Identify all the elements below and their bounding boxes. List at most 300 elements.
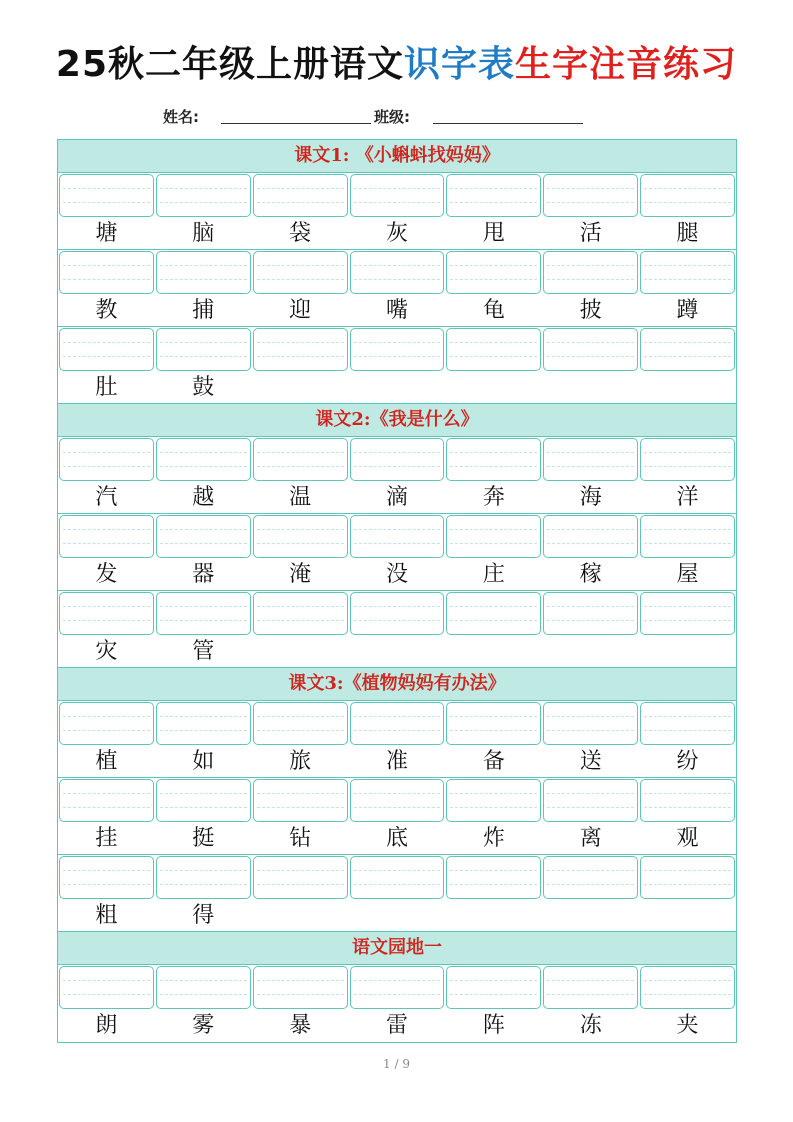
pinyin-box[interactable] xyxy=(543,438,638,481)
pinyin-box-row xyxy=(58,701,736,745)
hanzi-character: 如 xyxy=(192,749,215,774)
pinyin-box[interactable] xyxy=(350,856,445,899)
pinyin-box[interactable] xyxy=(446,966,541,1009)
pinyin-box[interactable] xyxy=(350,328,445,371)
guide-line xyxy=(354,793,441,794)
hanzi-character: 没 xyxy=(385,562,408,587)
guide-line xyxy=(63,342,150,343)
hanzi-character: 奔 xyxy=(482,485,505,510)
guide-line xyxy=(644,980,731,981)
guide-line xyxy=(63,466,150,467)
guide-line xyxy=(644,265,731,266)
guide-line xyxy=(257,730,344,731)
guide-line xyxy=(63,793,150,794)
hanzi-character: 龟 xyxy=(482,298,505,323)
character-row xyxy=(58,217,736,250)
hanzi-character: 备 xyxy=(482,749,505,774)
guide-line xyxy=(257,884,344,885)
hanzi-character xyxy=(542,899,639,932)
guide-line xyxy=(354,620,441,621)
hanzi-character: 雷 xyxy=(385,1013,408,1038)
class-label: 班级: xyxy=(374,108,410,126)
pinyin-box[interactable] xyxy=(59,174,154,217)
pinyin-box[interactable] xyxy=(640,966,735,1009)
hanzi-character: 旅 xyxy=(289,749,312,774)
hanzi-character xyxy=(542,635,639,668)
guide-line xyxy=(257,994,344,995)
pinyin-box[interactable] xyxy=(253,438,348,481)
hanzi-character: 发 xyxy=(95,562,118,587)
pinyin-box[interactable] xyxy=(350,251,445,294)
pinyin-box[interactable] xyxy=(543,328,638,371)
guide-line xyxy=(160,870,247,871)
guide-line xyxy=(257,793,344,794)
guide-line xyxy=(160,356,247,357)
guide-line xyxy=(450,466,537,467)
hanzi-character xyxy=(349,899,446,932)
guide-line xyxy=(354,980,441,981)
hanzi-character: 蹲 xyxy=(676,298,699,323)
worksheet-table xyxy=(57,139,737,1043)
guide-line xyxy=(450,188,537,189)
guide-line xyxy=(257,452,344,453)
guide-line xyxy=(63,265,150,266)
guide-line xyxy=(644,543,731,544)
pinyin-box[interactable] xyxy=(253,856,348,899)
pinyin-box[interactable] xyxy=(59,251,154,294)
guide-line xyxy=(257,543,344,544)
pinyin-box[interactable] xyxy=(253,702,348,745)
guide-line xyxy=(63,356,150,357)
guide-line xyxy=(644,452,731,453)
hanzi-character: 挺 xyxy=(192,826,215,851)
guide-line xyxy=(160,606,247,607)
hanzi-character xyxy=(252,635,349,668)
pinyin-box[interactable] xyxy=(543,966,638,1009)
guide-line xyxy=(63,543,150,544)
guide-line xyxy=(160,543,247,544)
guide-line xyxy=(547,793,634,794)
page-number: 1 / 9 xyxy=(383,1057,410,1071)
guide-line xyxy=(257,807,344,808)
guide-line xyxy=(354,716,441,717)
guide-line xyxy=(644,356,731,357)
guide-line xyxy=(354,529,441,530)
guide-line xyxy=(354,188,441,189)
guide-line xyxy=(644,716,731,717)
pinyin-box[interactable] xyxy=(350,438,445,481)
hanzi-character: 袋 xyxy=(289,221,312,246)
hanzi-character: 送 xyxy=(579,749,602,774)
guide-line xyxy=(547,606,634,607)
hanzi-character: 炸 xyxy=(482,826,505,851)
hanzi-character: 肚 xyxy=(95,375,118,400)
guide-line xyxy=(63,884,150,885)
name-field[interactable] xyxy=(221,123,371,124)
hanzi-character xyxy=(542,371,639,404)
hanzi-character: 腿 xyxy=(676,221,699,246)
pinyin-box[interactable] xyxy=(350,779,445,822)
pinyin-box[interactable] xyxy=(350,702,445,745)
pinyin-box[interactable] xyxy=(59,515,154,558)
guide-line xyxy=(63,980,150,981)
pinyin-box[interactable] xyxy=(350,966,445,1009)
guide-line xyxy=(450,543,537,544)
guide-line xyxy=(450,606,537,607)
guide-line xyxy=(160,188,247,189)
guide-line xyxy=(450,870,537,871)
pinyin-box[interactable] xyxy=(156,328,251,371)
guide-line xyxy=(644,202,731,203)
guide-line xyxy=(160,716,247,717)
guide-line xyxy=(450,529,537,530)
pinyin-box[interactable] xyxy=(543,174,638,217)
hanzi-character: 捕 xyxy=(192,298,215,323)
pinyin-box-row xyxy=(58,514,736,558)
pinyin-box[interactable] xyxy=(156,174,251,217)
guide-line xyxy=(257,356,344,357)
guide-line xyxy=(354,452,441,453)
guide-line xyxy=(160,466,247,467)
pinyin-box[interactable] xyxy=(156,856,251,899)
pinyin-box[interactable] xyxy=(156,251,251,294)
character-row xyxy=(58,294,736,327)
character-row xyxy=(58,745,736,778)
hanzi-character: 嘴 xyxy=(385,298,408,323)
hanzi-character: 稼 xyxy=(579,562,602,587)
guide-line xyxy=(160,807,247,808)
guide-line xyxy=(160,994,247,995)
guide-line xyxy=(450,620,537,621)
pinyin-box[interactable] xyxy=(446,515,541,558)
pinyin-box[interactable] xyxy=(350,515,445,558)
guide-line xyxy=(450,279,537,280)
pinyin-box[interactable] xyxy=(59,702,154,745)
guide-line xyxy=(644,606,731,607)
pinyin-box[interactable] xyxy=(640,779,735,822)
hanzi-character: 纷 xyxy=(676,749,699,774)
guide-line xyxy=(450,807,537,808)
pinyin-box[interactable] xyxy=(253,328,348,371)
guide-line xyxy=(450,793,537,794)
guide-line xyxy=(547,884,634,885)
guide-line xyxy=(63,202,150,203)
guide-line xyxy=(354,543,441,544)
hanzi-character: 教 xyxy=(95,298,118,323)
guide-line xyxy=(547,543,634,544)
guide-line xyxy=(644,529,731,530)
guide-line xyxy=(63,994,150,995)
guide-line xyxy=(644,342,731,343)
hanzi-character: 植 xyxy=(95,749,118,774)
pinyin-box[interactable] xyxy=(59,856,154,899)
hanzi-character xyxy=(639,371,736,404)
pinyin-box-row xyxy=(58,437,736,481)
guide-line xyxy=(160,342,247,343)
section-header: 课文3:《植物妈妈有办法》 xyxy=(58,668,736,701)
hanzi-character xyxy=(445,899,542,932)
hanzi-character xyxy=(252,899,349,932)
pinyin-box[interactable] xyxy=(350,592,445,635)
pinyin-box[interactable] xyxy=(640,515,735,558)
guide-line xyxy=(160,265,247,266)
pinyin-box[interactable] xyxy=(446,856,541,899)
hanzi-character: 滴 xyxy=(385,485,408,510)
pinyin-box[interactable] xyxy=(59,779,154,822)
title-part-blue: 识字表 xyxy=(404,44,516,85)
name-label: 姓名: xyxy=(163,108,199,126)
pinyin-box[interactable] xyxy=(543,856,638,899)
hanzi-character xyxy=(445,371,542,404)
character-row xyxy=(58,822,736,855)
student-info xyxy=(0,104,793,128)
hanzi-character: 钻 xyxy=(289,826,312,851)
hanzi-character: 汽 xyxy=(95,485,118,510)
hanzi-character xyxy=(349,635,446,668)
pinyin-box[interactable] xyxy=(156,438,251,481)
pinyin-box[interactable] xyxy=(59,438,154,481)
character-row xyxy=(58,371,736,404)
pinyin-box[interactable] xyxy=(446,251,541,294)
page-title xyxy=(0,40,793,90)
pinyin-box-row xyxy=(58,250,736,294)
hanzi-character: 迎 xyxy=(289,298,312,323)
pinyin-box[interactable] xyxy=(59,592,154,635)
hanzi-character: 离 xyxy=(579,826,602,851)
pinyin-box[interactable] xyxy=(640,438,735,481)
hanzi-character: 阵 xyxy=(482,1013,505,1038)
hanzi-character: 越 xyxy=(192,485,215,510)
pinyin-box[interactable] xyxy=(350,174,445,217)
hanzi-character: 塘 xyxy=(95,221,118,246)
guide-line xyxy=(547,620,634,621)
guide-line xyxy=(63,452,150,453)
pinyin-box[interactable] xyxy=(253,251,348,294)
guide-line xyxy=(354,356,441,357)
hanzi-character: 器 xyxy=(192,562,215,587)
guide-line xyxy=(257,202,344,203)
pinyin-box[interactable] xyxy=(156,779,251,822)
pinyin-box[interactable] xyxy=(446,779,541,822)
guide-line xyxy=(547,279,634,280)
guide-line xyxy=(63,529,150,530)
guide-line xyxy=(257,466,344,467)
hanzi-character: 庄 xyxy=(482,562,505,587)
hanzi-character: 披 xyxy=(579,298,602,323)
hanzi-character: 冻 xyxy=(579,1013,602,1038)
guide-line xyxy=(450,356,537,357)
guide-line xyxy=(257,342,344,343)
guide-line xyxy=(644,870,731,871)
guide-line xyxy=(160,730,247,731)
pinyin-box[interactable] xyxy=(446,174,541,217)
pinyin-box-row xyxy=(58,778,736,822)
guide-line xyxy=(450,980,537,981)
pinyin-box[interactable] xyxy=(446,702,541,745)
guide-line xyxy=(450,452,537,453)
guide-line xyxy=(547,529,634,530)
guide-line xyxy=(450,716,537,717)
pinyin-box[interactable] xyxy=(446,592,541,635)
guide-line xyxy=(63,730,150,731)
hanzi-character xyxy=(639,899,736,932)
hanzi-character: 屋 xyxy=(676,562,699,587)
pinyin-box[interactable] xyxy=(543,779,638,822)
pinyin-box[interactable] xyxy=(156,702,251,745)
guide-line xyxy=(160,279,247,280)
guide-line xyxy=(450,994,537,995)
character-row xyxy=(58,899,736,932)
pinyin-box[interactable] xyxy=(640,856,735,899)
guide-line xyxy=(160,793,247,794)
hanzi-character: 洋 xyxy=(676,485,699,510)
guide-line xyxy=(644,279,731,280)
section-header: 语文园地一 xyxy=(58,932,736,965)
guide-line xyxy=(354,884,441,885)
hanzi-character: 朗 xyxy=(95,1013,118,1038)
guide-line xyxy=(644,620,731,621)
pinyin-box[interactable] xyxy=(253,174,348,217)
guide-line xyxy=(160,202,247,203)
hanzi-character: 温 xyxy=(289,485,312,510)
guide-line xyxy=(63,188,150,189)
pinyin-box[interactable] xyxy=(253,966,348,1009)
guide-line xyxy=(547,452,634,453)
guide-line xyxy=(547,807,634,808)
guide-line xyxy=(547,202,634,203)
pinyin-box-row xyxy=(58,173,736,217)
character-row xyxy=(58,558,736,591)
guide-line xyxy=(354,870,441,871)
guide-line xyxy=(354,606,441,607)
guide-line xyxy=(547,466,634,467)
guide-line xyxy=(63,716,150,717)
hanzi-character: 脑 xyxy=(192,221,215,246)
pinyin-box[interactable] xyxy=(640,251,735,294)
guide-line xyxy=(644,188,731,189)
pinyin-box[interactable] xyxy=(253,779,348,822)
pinyin-box[interactable] xyxy=(640,174,735,217)
hanzi-character: 雾 xyxy=(192,1013,215,1038)
pinyin-box[interactable] xyxy=(640,328,735,371)
pinyin-box[interactable] xyxy=(640,592,735,635)
pinyin-box-row xyxy=(58,327,736,371)
guide-line xyxy=(257,265,344,266)
title-part-black: 25秋二年级上册语文 xyxy=(55,44,405,85)
hanzi-character xyxy=(445,635,542,668)
pinyin-box[interactable] xyxy=(446,438,541,481)
guide-line xyxy=(354,279,441,280)
guide-line xyxy=(257,716,344,717)
guide-line xyxy=(257,620,344,621)
guide-line xyxy=(547,716,634,717)
hanzi-character: 夹 xyxy=(676,1013,699,1038)
section-header: 课文1: 《小蝌蚪找妈妈》 xyxy=(58,140,736,173)
hanzi-character xyxy=(349,371,446,404)
guide-line xyxy=(450,342,537,343)
class-field[interactable] xyxy=(433,123,583,124)
guide-line xyxy=(547,980,634,981)
pinyin-box[interactable] xyxy=(543,592,638,635)
guide-line xyxy=(160,529,247,530)
guide-line xyxy=(547,994,634,995)
pinyin-box[interactable] xyxy=(446,328,541,371)
hanzi-character: 灾 xyxy=(95,639,118,664)
guide-line xyxy=(257,529,344,530)
guide-line xyxy=(354,342,441,343)
pinyin-box[interactable] xyxy=(543,702,638,745)
guide-line xyxy=(450,265,537,266)
hanzi-character: 观 xyxy=(676,826,699,851)
pinyin-box[interactable] xyxy=(156,592,251,635)
hanzi-character xyxy=(639,635,736,668)
hanzi-character: 灰 xyxy=(385,221,408,246)
guide-line xyxy=(354,202,441,203)
hanzi-character: 粗 xyxy=(95,903,118,928)
hanzi-character: 活 xyxy=(579,221,602,246)
guide-line xyxy=(354,807,441,808)
hanzi-character: 得 xyxy=(192,903,215,928)
pinyin-box[interactable] xyxy=(156,515,251,558)
pinyin-box[interactable] xyxy=(253,515,348,558)
character-row xyxy=(58,1009,736,1042)
guide-line xyxy=(354,466,441,467)
guide-line xyxy=(160,884,247,885)
guide-line xyxy=(257,870,344,871)
hanzi-character: 准 xyxy=(385,749,408,774)
hanzi-character: 鼓 xyxy=(192,375,215,400)
pinyin-box[interactable] xyxy=(253,592,348,635)
guide-line xyxy=(160,980,247,981)
guide-line xyxy=(644,807,731,808)
guide-line xyxy=(63,620,150,621)
pinyin-box-row xyxy=(58,965,736,1009)
pinyin-box[interactable] xyxy=(59,328,154,371)
guide-line xyxy=(547,265,634,266)
guide-line xyxy=(160,452,247,453)
guide-line xyxy=(257,188,344,189)
guide-line xyxy=(547,730,634,731)
guide-line xyxy=(354,730,441,731)
section-header: 课文2:《我是什么》 xyxy=(58,404,736,437)
guide-line xyxy=(63,606,150,607)
guide-line xyxy=(63,807,150,808)
hanzi-character: 底 xyxy=(385,826,408,851)
pinyin-box[interactable] xyxy=(543,251,638,294)
guide-line xyxy=(547,188,634,189)
guide-line xyxy=(644,730,731,731)
hanzi-character: 海 xyxy=(579,485,602,510)
guide-line xyxy=(547,870,634,871)
hanzi-character: 挂 xyxy=(95,826,118,851)
guide-line xyxy=(257,606,344,607)
guide-line xyxy=(644,994,731,995)
hanzi-character xyxy=(252,371,349,404)
guide-line xyxy=(450,884,537,885)
pinyin-box[interactable] xyxy=(543,515,638,558)
pinyin-box[interactable] xyxy=(59,966,154,1009)
pinyin-box[interactable] xyxy=(156,966,251,1009)
guide-line xyxy=(257,279,344,280)
guide-line xyxy=(63,279,150,280)
guide-line xyxy=(644,884,731,885)
pinyin-box[interactable] xyxy=(640,702,735,745)
guide-line xyxy=(63,870,150,871)
guide-line xyxy=(160,620,247,621)
guide-line xyxy=(644,793,731,794)
guide-line xyxy=(354,994,441,995)
guide-line xyxy=(450,202,537,203)
